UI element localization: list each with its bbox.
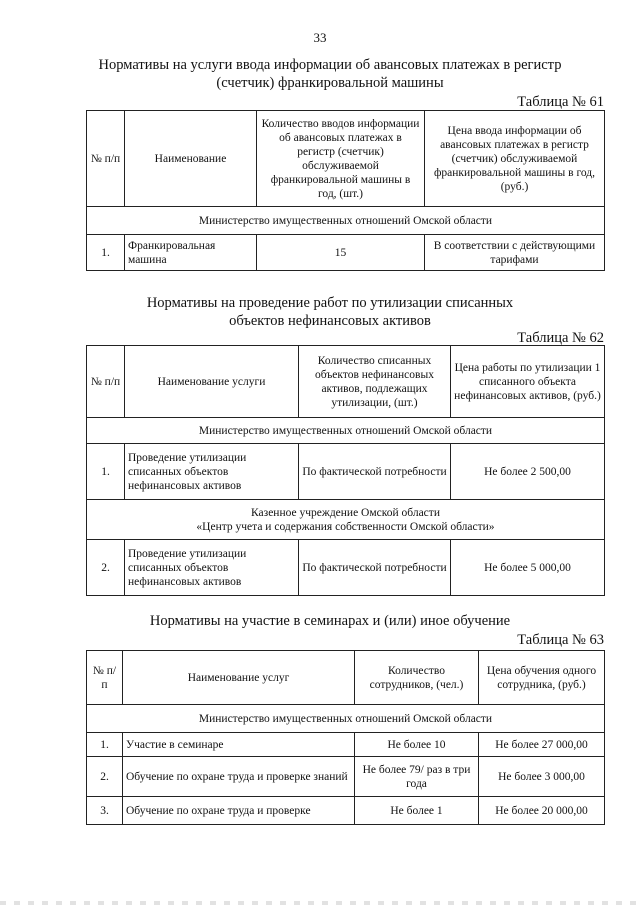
table-61-heading <box>60 56 600 92</box>
header-price: Цена ввода информации об авансовых платежах в регистр (счетчик) обслуживаемой франкировальной машины в год, (руб.) <box>425 111 605 207</box>
row-price: Не более 5 000,00 <box>451 540 605 596</box>
header-count: Количество вводов информации об авансовых платежах в регистр (счетчик) обслуживаемой франкировальной машины в год, (шт.) <box>257 111 425 207</box>
section-title: Министерство имущественных отношений Омской области <box>87 207 605 235</box>
section-title: Министерство имущественных отношений Омской области <box>87 418 605 444</box>
table-62-header-row <box>87 346 605 418</box>
row-name: Обучение по охране труда и проверке знаний <box>123 757 355 797</box>
row-price: Не более 27 000,00 <box>479 733 605 757</box>
table-61-label: Таблица № 61 <box>517 94 604 110</box>
table-63-header-row <box>87 651 605 705</box>
table-62-heading-line1: Нормативы на проведение работ по утилизации списанных <box>146 295 514 311</box>
table-61-section-row <box>87 207 605 235</box>
section-line2: «Центр учета и содержания собственности Омской области» <box>196 520 495 533</box>
table-62 <box>86 345 605 596</box>
table-row <box>87 444 605 500</box>
row-name: Участие в семинаре <box>123 733 355 757</box>
table-row <box>87 757 605 797</box>
row-name: Франкировальная машина <box>125 235 257 271</box>
row-num: 2. <box>87 757 123 797</box>
header-count: Количество сотрудников, (чел.) <box>355 651 479 705</box>
header-name: Наименование услуги <box>125 346 299 418</box>
table-row <box>87 733 605 757</box>
table-63-section-row <box>87 705 605 733</box>
header-price: Цена работы по утилизации 1 списанного объекта нефинансовых активов, (руб.) <box>451 346 605 418</box>
row-num: 1. <box>87 235 125 271</box>
table-62-section-row <box>87 418 605 444</box>
header-name: Наименование услуг <box>123 651 355 705</box>
table-63-label: Таблица № 63 <box>517 632 604 648</box>
table-row <box>87 235 605 271</box>
row-count: По фактической потребности <box>299 540 451 596</box>
section-title <box>87 500 605 540</box>
page-number: 33 <box>313 30 327 45</box>
header-price: Цена обучения одного сотрудника, (руб.) <box>479 651 605 705</box>
table-62-section-row <box>87 500 605 540</box>
row-count: По фактической потребности <box>299 444 451 500</box>
header-num: № п/п <box>87 651 123 705</box>
header-num: № п/п <box>87 111 125 207</box>
section-line1: Казенное учреждение Омской области <box>251 506 440 519</box>
table-61 <box>86 110 605 271</box>
row-price: В соответствии с действующими тарифами <box>425 235 605 271</box>
table-row <box>87 797 605 825</box>
header-count: Количество списанных объектов нефинансовых активов, подлежащих утилизации, (шт.) <box>299 346 451 418</box>
table-61-heading-line1: Нормативы на услуги ввода информации об авансовых платежах в регистр <box>98 57 562 73</box>
header-name: Наименование <box>125 111 257 207</box>
table-63-heading: Нормативы на участие в семинарах и (или) иное обучение <box>149 613 511 629</box>
row-count: Не более 1 <box>355 797 479 825</box>
row-count: Не более 10 <box>355 733 479 757</box>
table-62-heading <box>60 294 600 330</box>
row-num: 3. <box>87 797 123 825</box>
row-num: 1. <box>87 444 125 500</box>
row-num: 1. <box>87 733 123 757</box>
row-name: Обучение по охране труда и проверке <box>123 797 355 825</box>
row-name: Проведение утилизации списанных объектов нефинансовых активов <box>125 444 299 500</box>
row-name: Проведение утилизации списанных объектов нефинансовых активов <box>125 540 299 596</box>
row-price: Не более 2 500,00 <box>451 444 605 500</box>
row-price: Не более 3 000,00 <box>479 757 605 797</box>
header-num: № п/п <box>87 346 125 418</box>
table-61-header-row <box>87 111 605 207</box>
row-price: Не более 20 000,00 <box>479 797 605 825</box>
table-63 <box>86 650 605 825</box>
table-61-heading-line2: (счетчик) франкировальной машины <box>216 75 444 91</box>
table-row <box>87 540 605 596</box>
row-num: 2. <box>87 540 125 596</box>
row-count: 15 <box>257 235 425 271</box>
scan-edge-artifact <box>0 901 640 905</box>
table-62-label: Таблица № 62 <box>517 330 604 346</box>
table-62-heading-line2: объектов нефинансовых активов <box>229 313 431 329</box>
row-count: Не более 79/ раз в три года <box>355 757 479 797</box>
section-title: Министерство имущественных отношений Омской области <box>87 705 605 733</box>
